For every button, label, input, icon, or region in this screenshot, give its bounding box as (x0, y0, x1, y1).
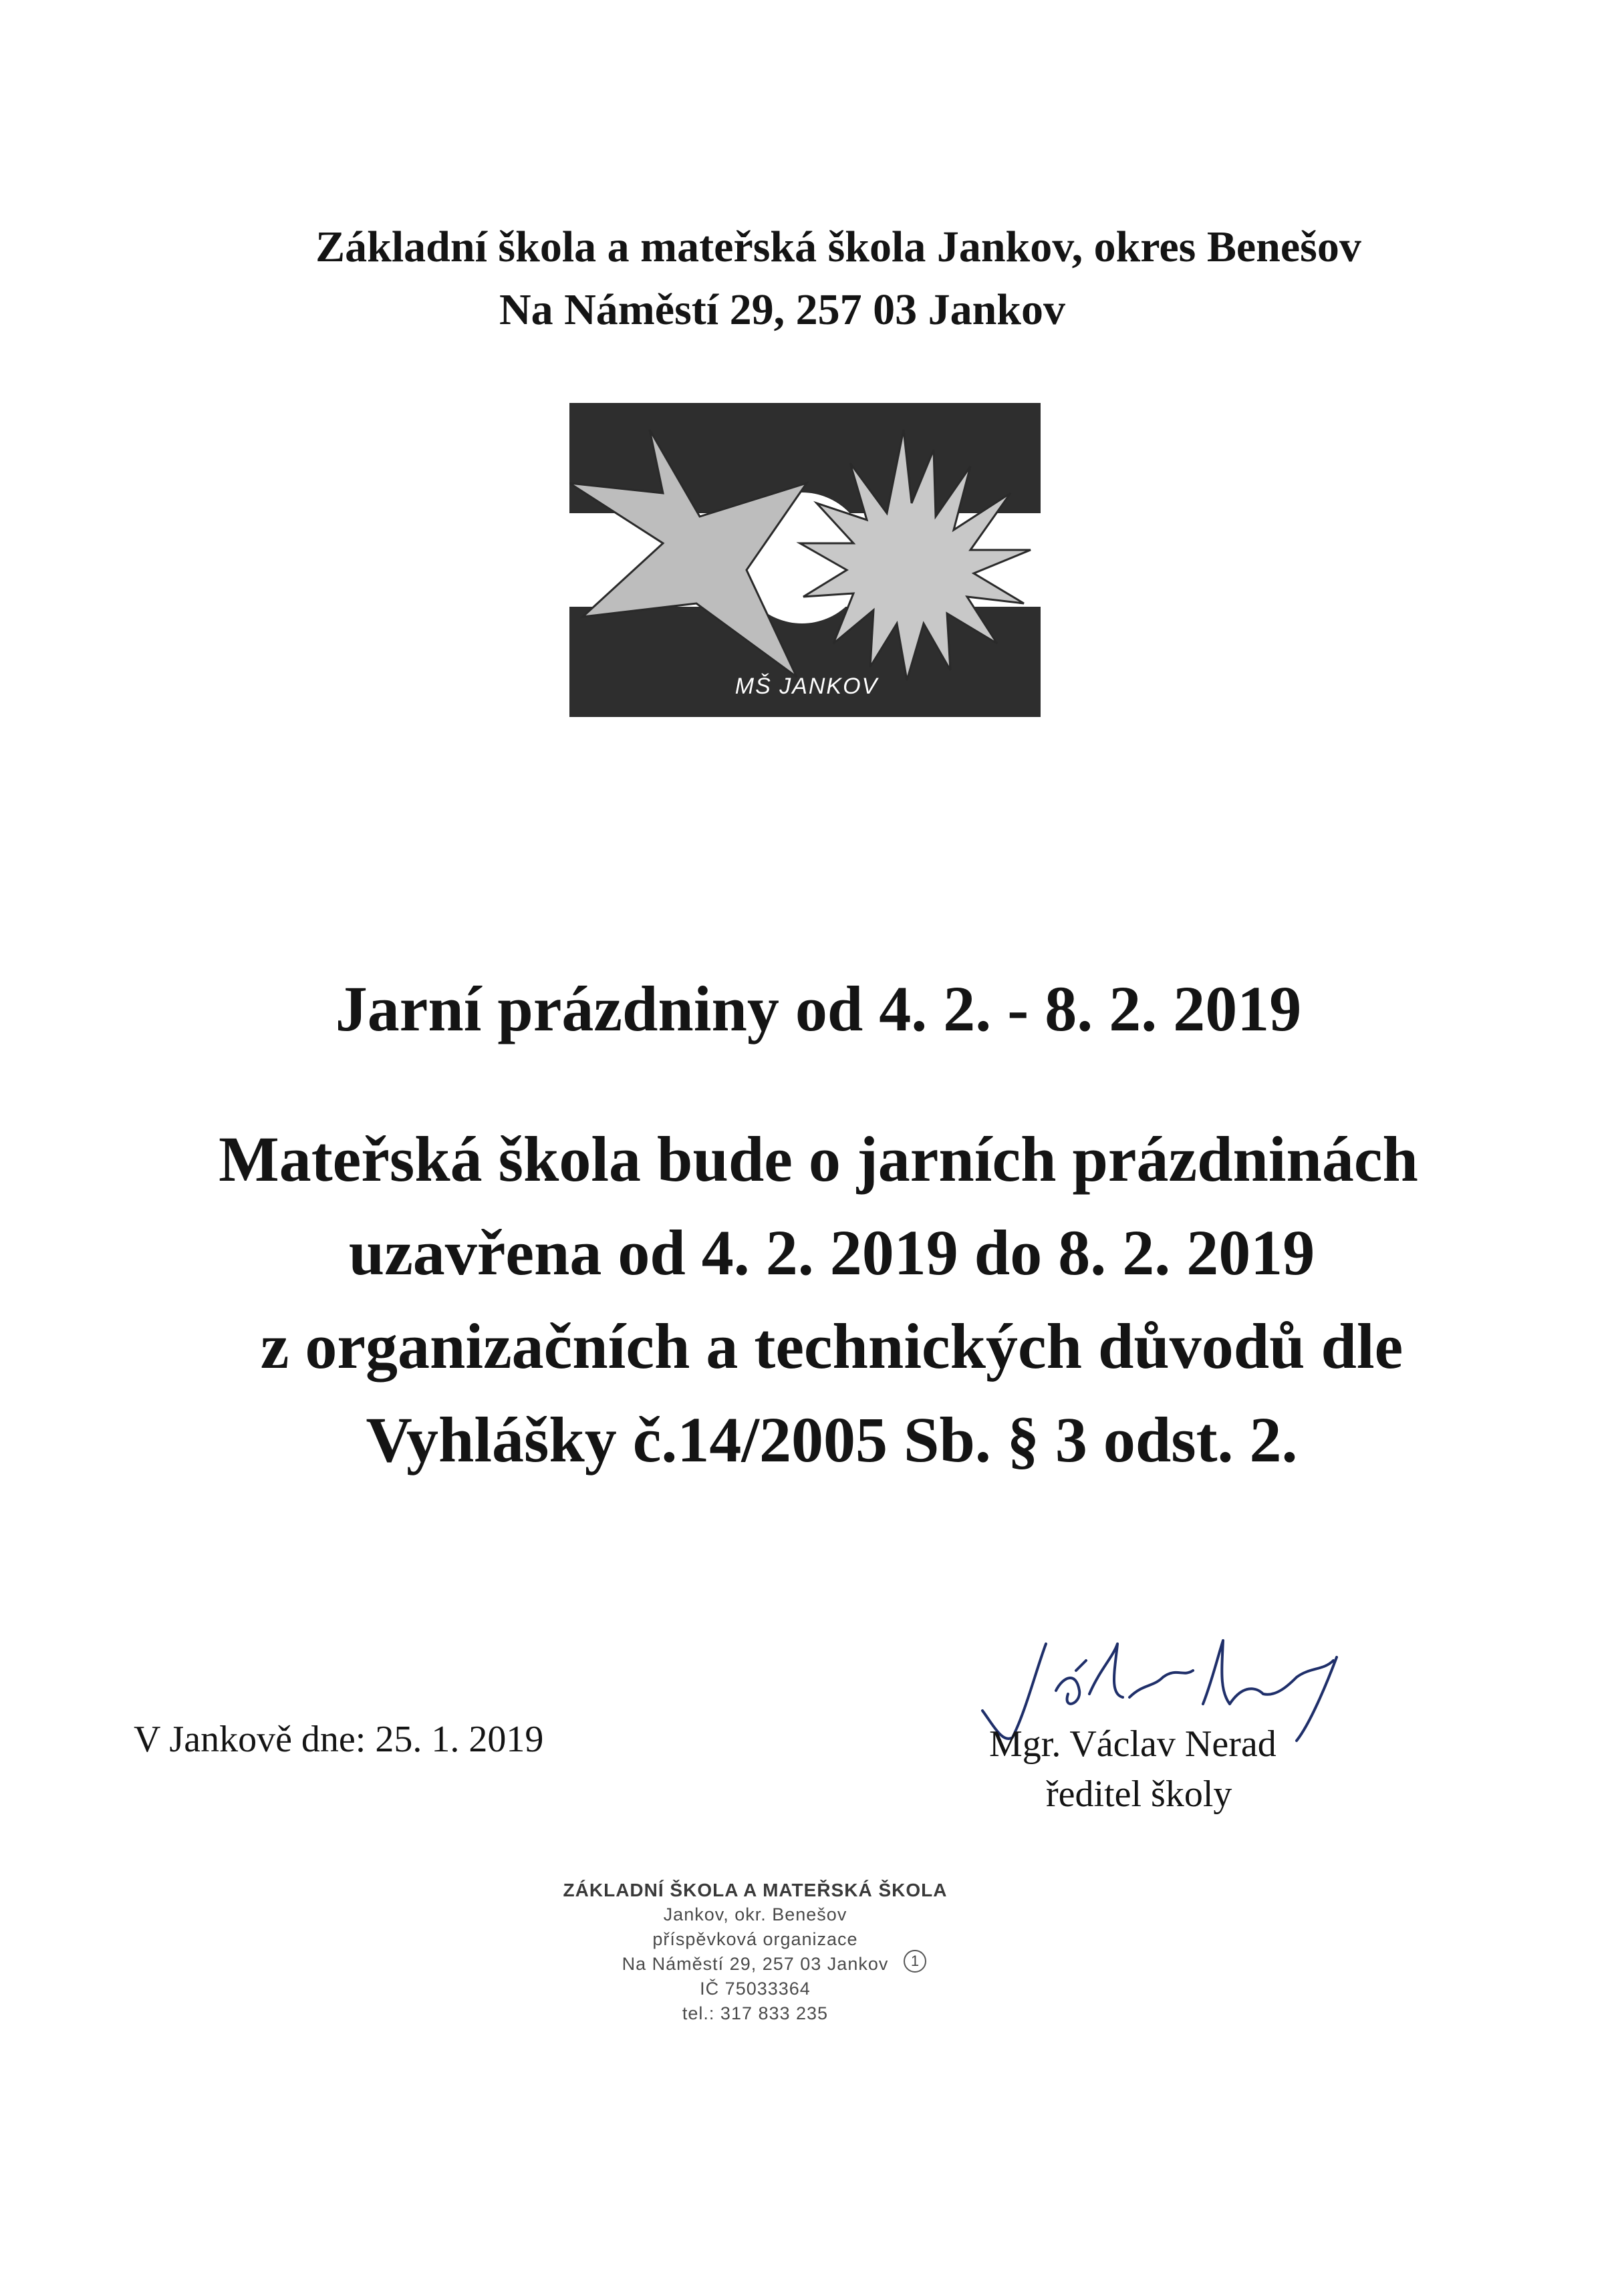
stamp-line: ZÁKLADNÍ ŠKOLA A MATEŘSKÁ ŠKOLA (563, 1880, 948, 1900)
stamp-line: tel.: 317 833 235 (682, 2003, 829, 2023)
signer-name: Mgr. Václav Nerad (989, 1723, 1277, 1765)
signer-role: ředitel školy (1046, 1773, 1232, 1815)
place-date: V Jankově dne: 25. 1. 2019 (134, 1719, 544, 1760)
notice-line: uzavřena od 4. 2. 2019 do 8. 2. 2019 (348, 1217, 1315, 1288)
stamp-number: 1 (904, 1950, 926, 1973)
school-logo (569, 403, 1041, 717)
school-name: Základní škola a mateřská škola Jankov, okres Benešov (315, 223, 1361, 271)
stamp-line: příspěvková organizace (652, 1929, 858, 1949)
notice-line: Mateřská škola bude o jarních prázdninách (219, 1123, 1418, 1195)
notice-line: z organizačních a technických důvodů dle (260, 1310, 1403, 1382)
stamp-line: Jankov, okr. Benešov (663, 1904, 847, 1924)
holiday-title: Jarní prázdniny od 4. 2. - 8. 2. 2019 (335, 973, 1302, 1044)
stamp-line: IČ 75033364 (700, 1979, 811, 1999)
logo-label: MŠ JANKOV (734, 674, 879, 699)
school-address: Na Náměstí 29, 257 03 Jankov (499, 285, 1065, 334)
notice-line: Vyhlášky č.14/2005 Sb. § 3 odst. 2. (366, 1404, 1298, 1475)
stamp-line: Na Náměstí 29, 257 03 Jankov (622, 1954, 889, 1974)
